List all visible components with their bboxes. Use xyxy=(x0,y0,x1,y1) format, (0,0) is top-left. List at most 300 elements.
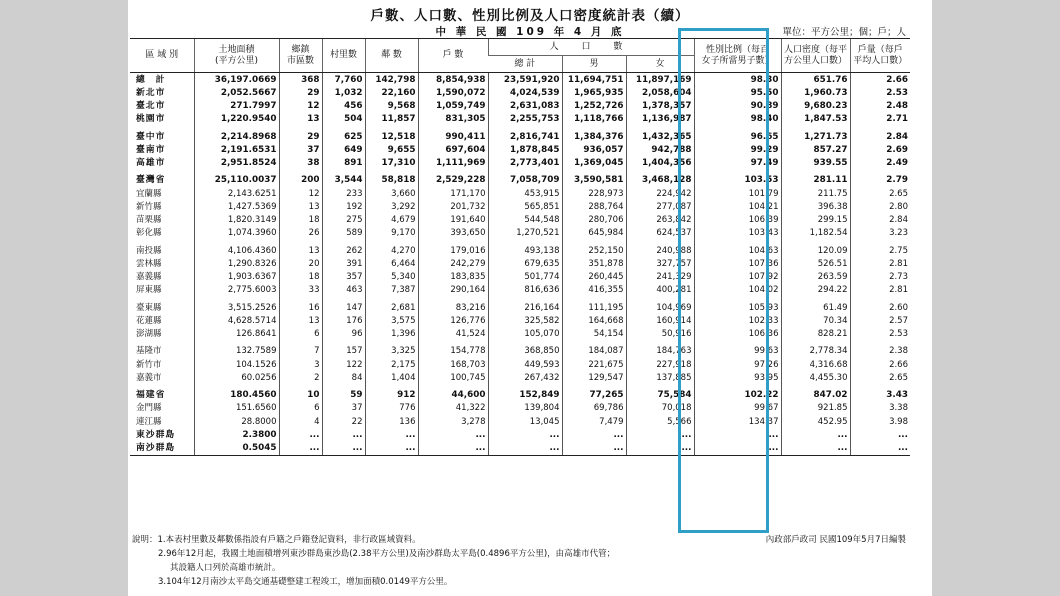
cell-land-area: 132.7589 xyxy=(194,341,279,358)
cell-area: 總 計 xyxy=(136,74,166,85)
cell-villages: ... xyxy=(322,428,365,441)
cell-households: 242,279 xyxy=(418,257,488,270)
cell-land-area: 2,214.8968 xyxy=(194,126,279,143)
table-row xyxy=(130,297,910,314)
cell-households: 290,164 xyxy=(418,284,488,297)
cell-household-size: 2.84 xyxy=(850,214,910,227)
cell-density: 1,271.73 xyxy=(781,126,850,143)
table-row xyxy=(130,143,910,156)
cell-pop-female: 104,969 xyxy=(626,297,694,314)
cell-pop-male: 69,786 xyxy=(562,402,626,415)
cell-households: 41,524 xyxy=(418,328,488,341)
header-population-female: 女 xyxy=(626,56,694,73)
cell-sex-ratio: 90.89 xyxy=(694,100,781,113)
cell-pop-male: 260,445 xyxy=(562,271,626,284)
cell-pop-male: 228,973 xyxy=(562,187,626,200)
cell-households: 83,216 xyxy=(418,297,488,314)
cell-townships: ... xyxy=(279,442,322,456)
cell-pop-female: 184,763 xyxy=(626,341,694,358)
cell-villages: 122 xyxy=(322,358,365,371)
cell-pop-female: 227,918 xyxy=(626,358,694,371)
cell-pop-female: 624,537 xyxy=(626,227,694,240)
table-row xyxy=(130,442,910,456)
cell-land-area: 1,220.9540 xyxy=(194,113,279,126)
cell-area: 南投縣 xyxy=(136,245,162,256)
left-margin-background xyxy=(0,0,128,596)
cell-pop-male: 1,252,726 xyxy=(562,100,626,113)
cell-villages: 22 xyxy=(322,415,365,428)
cell-density: 828.21 xyxy=(781,328,850,341)
unit-note: 單位：平方公里；個；戶；人 xyxy=(782,27,906,38)
cell-density: 396.38 xyxy=(781,200,850,213)
cell-area: 花蓮縣 xyxy=(136,315,162,326)
cell-density: 120.09 xyxy=(781,240,850,257)
cell-pop-male: 351,878 xyxy=(562,257,626,270)
cell-density: 4,316.68 xyxy=(781,358,850,371)
note-line: 3.104年12月南沙太平島交通基礎整建工程竣工，增加面積0.0149平方公里。 xyxy=(158,577,453,587)
cell-land-area: 0.5045 xyxy=(194,442,279,456)
header-area: 區 域 別 xyxy=(130,39,194,73)
cell-pop-male: 221,675 xyxy=(562,358,626,371)
cell-pop-total: 2,631,083 xyxy=(488,100,562,113)
cell-sex-ratio: 104.02 xyxy=(694,284,781,297)
cell-pop-total: 216,164 xyxy=(488,297,562,314)
cell-density: 2,778.34 xyxy=(781,341,850,358)
cell-neighborhoods: 912 xyxy=(365,385,418,402)
cell-land-area: 1,903.6367 xyxy=(194,271,279,284)
table-row xyxy=(130,227,910,240)
table-row xyxy=(130,314,910,327)
header-households: 戶 數 xyxy=(418,39,488,73)
cell-villages: 7,760 xyxy=(322,73,365,87)
cell-area: 苗栗縣 xyxy=(136,215,162,226)
cell-townships: 16 xyxy=(279,297,322,314)
cell-area: 嘉義市 xyxy=(136,372,162,383)
cell-household-size: 2.66 xyxy=(850,73,910,87)
cell-pop-total: 816,636 xyxy=(488,284,562,297)
cell-neighborhoods: 11,857 xyxy=(365,113,418,126)
cell-households: 990,411 xyxy=(418,126,488,143)
table-row xyxy=(130,257,910,270)
cell-townships: 10 xyxy=(279,385,322,402)
cell-villages: 192 xyxy=(322,200,365,213)
cell-pop-male: 416,355 xyxy=(562,284,626,297)
cell-pop-total: ... xyxy=(488,428,562,441)
cell-neighborhoods: 1,396 xyxy=(365,328,418,341)
cell-household-size: 2.65 xyxy=(850,187,910,200)
cell-sex-ratio: 97.26 xyxy=(694,358,781,371)
cell-pop-total: 105,070 xyxy=(488,328,562,341)
cell-pop-female: 327,757 xyxy=(626,257,694,270)
cell-neighborhoods: 2,175 xyxy=(365,358,418,371)
cell-townships: 13 xyxy=(279,240,322,257)
cell-pop-male: 129,547 xyxy=(562,371,626,384)
cell-neighborhoods: 4,270 xyxy=(365,240,418,257)
cell-density: 281.11 xyxy=(781,170,850,187)
cell-townships: 12 xyxy=(279,100,322,113)
table-row xyxy=(130,126,910,143)
cell-townships: 12 xyxy=(279,187,322,200)
cell-density: 651.76 xyxy=(781,73,850,87)
cell-villages: 357 xyxy=(322,271,365,284)
cell-land-area: 4,628.5714 xyxy=(194,314,279,327)
cell-household-size: 2.73 xyxy=(850,271,910,284)
cell-pop-male: 164,668 xyxy=(562,314,626,327)
cell-sex-ratio: 106.39 xyxy=(694,214,781,227)
cell-area: 連江縣 xyxy=(136,416,162,427)
cell-townships: 200 xyxy=(279,170,322,187)
cell-sex-ratio: 95.50 xyxy=(694,86,781,99)
cell-pop-female: 5,566 xyxy=(626,415,694,428)
table-row xyxy=(130,328,910,341)
cell-pop-male: 645,984 xyxy=(562,227,626,240)
cell-pop-female: 400,281 xyxy=(626,284,694,297)
header-density: 人口密度（每平 方公里人口數） xyxy=(781,39,850,73)
cell-area: 新北市 xyxy=(136,87,166,98)
cell-area: 新竹縣 xyxy=(136,201,162,212)
cell-townships: ... xyxy=(279,428,322,441)
cell-townships: 13 xyxy=(279,200,322,213)
statistics-document xyxy=(128,0,932,596)
cell-neighborhoods: 17,310 xyxy=(365,157,418,170)
cell-neighborhoods: ... xyxy=(365,428,418,441)
cell-density: 4,455.30 xyxy=(781,371,850,384)
cell-villages: 275 xyxy=(322,214,365,227)
cell-area: 福建省 xyxy=(136,390,166,401)
cell-pop-total: 368,850 xyxy=(488,341,562,358)
cell-area: 臺北市 xyxy=(136,101,166,112)
cell-pop-total: 23,591,920 xyxy=(488,73,562,87)
cell-land-area: 1,820.3149 xyxy=(194,214,279,227)
cell-neighborhoods: ... xyxy=(365,442,418,456)
cell-villages: 233 xyxy=(322,187,365,200)
cell-household-size: 2.57 xyxy=(850,314,910,327)
cell-pop-female: 160,914 xyxy=(626,314,694,327)
cell-pop-female: 224,942 xyxy=(626,187,694,200)
cell-sex-ratio: 134.37 xyxy=(694,415,781,428)
cell-density: 61.49 xyxy=(781,297,850,314)
cell-pop-female: 241,329 xyxy=(626,271,694,284)
cell-pop-total: 501,774 xyxy=(488,271,562,284)
cell-land-area: 271.7997 xyxy=(194,100,279,113)
cell-townships: 2 xyxy=(279,371,322,384)
cell-pop-male: ... xyxy=(562,428,626,441)
cell-households: 44,600 xyxy=(418,385,488,402)
cell-sex-ratio: 106.36 xyxy=(694,328,781,341)
cell-villages: 456 xyxy=(322,100,365,113)
cell-pop-male: 11,694,751 xyxy=(562,73,626,87)
cell-pop-female: 137,885 xyxy=(626,371,694,384)
cell-households: 1,059,749 xyxy=(418,100,488,113)
table-row xyxy=(130,385,910,402)
cell-villages: 649 xyxy=(322,143,365,156)
cell-density: 9,680.23 xyxy=(781,100,850,113)
cell-pop-male: 77,265 xyxy=(562,385,626,402)
table-row xyxy=(130,341,910,358)
cell-households: 8,854,938 xyxy=(418,73,488,87)
cell-neighborhoods: 776 xyxy=(365,402,418,415)
cell-neighborhoods: 4,679 xyxy=(365,214,418,227)
cell-pop-total: 2,255,753 xyxy=(488,113,562,126)
cell-sex-ratio: 103.43 xyxy=(694,227,781,240)
cell-density: 452.95 xyxy=(781,415,850,428)
cell-villages: 262 xyxy=(322,240,365,257)
cell-neighborhoods: 9,655 xyxy=(365,143,418,156)
cell-sex-ratio: 104.63 xyxy=(694,240,781,257)
cell-pop-female: 1,378,357 xyxy=(626,100,694,113)
cell-household-size: 2.69 xyxy=(850,143,910,156)
cell-density: 1,182.54 xyxy=(781,227,850,240)
cell-neighborhoods: 9,170 xyxy=(365,227,418,240)
note-line: 其設籍人口列於高雄市統計。 xyxy=(170,563,281,573)
table-row xyxy=(130,157,910,170)
cell-sex-ratio: 97.49 xyxy=(694,157,781,170)
cell-land-area: 4,106.4360 xyxy=(194,240,279,257)
note-line: 2.96年12月起，我國土地面積增列東沙群島東沙島(2.38平方公里)及南沙群島太平島(0.4896平方公里)，由高雄市代管； xyxy=(158,549,616,559)
table-row xyxy=(130,415,910,428)
cell-villages: 84 xyxy=(322,371,365,384)
cell-townships: 13 xyxy=(279,113,322,126)
cell-density: 70.34 xyxy=(781,314,850,327)
cell-villages: 589 xyxy=(322,227,365,240)
cell-household-size: 2.38 xyxy=(850,341,910,358)
table-row xyxy=(130,100,910,113)
cell-villages: ... xyxy=(322,442,365,456)
cell-households: 1,111,969 xyxy=(418,157,488,170)
cell-household-size: 2.80 xyxy=(850,200,910,213)
cell-area: 雲林縣 xyxy=(136,258,162,269)
cell-sex-ratio: 104.21 xyxy=(694,200,781,213)
cell-pop-total: 7,058,709 xyxy=(488,170,562,187)
header-land-area: 土地面積 (平方公里) xyxy=(194,39,279,73)
cell-pop-total: 267,432 xyxy=(488,371,562,384)
cell-household-size: 2.53 xyxy=(850,86,910,99)
cell-townships: 7 xyxy=(279,341,322,358)
cell-area: 高雄市 xyxy=(136,158,166,169)
cell-households: 201,732 xyxy=(418,200,488,213)
cell-townships: 6 xyxy=(279,402,322,415)
cell-area: 基隆市 xyxy=(136,346,162,357)
cell-pop-male: 280,706 xyxy=(562,214,626,227)
cell-villages: 147 xyxy=(322,297,365,314)
cell-area: 臺中市 xyxy=(136,131,166,142)
cell-area: 澎湖縣 xyxy=(136,329,162,340)
cell-households: 831,305 xyxy=(418,113,488,126)
cell-land-area: 151.6560 xyxy=(194,402,279,415)
cell-pop-male: 936,057 xyxy=(562,143,626,156)
cell-land-area: 2.3800 xyxy=(194,428,279,441)
cell-townships: 13 xyxy=(279,314,322,327)
cell-households: 171,170 xyxy=(418,187,488,200)
right-margin-background xyxy=(932,0,1060,596)
cell-sex-ratio: 102.22 xyxy=(694,385,781,402)
cell-sex-ratio: 98.40 xyxy=(694,113,781,126)
cell-sex-ratio: ... xyxy=(694,442,781,456)
cell-area: 彰化縣 xyxy=(136,228,162,239)
cell-townships: 33 xyxy=(279,284,322,297)
table-row xyxy=(130,200,910,213)
cell-neighborhoods: 142,798 xyxy=(365,73,418,87)
cell-neighborhoods: 5,340 xyxy=(365,271,418,284)
cell-household-size: 2.79 xyxy=(850,170,910,187)
cell-pop-female: 50,916 xyxy=(626,328,694,341)
cell-villages: 391 xyxy=(322,257,365,270)
cell-townships: 4 xyxy=(279,415,322,428)
cell-villages: 3,544 xyxy=(322,170,365,187)
cell-households: 2,529,228 xyxy=(418,170,488,187)
cell-household-size: 2.48 xyxy=(850,100,910,113)
cell-household-size: 2.71 xyxy=(850,113,910,126)
cell-area: 臺南市 xyxy=(136,144,166,155)
cell-pop-female: 1,432,365 xyxy=(626,126,694,143)
cell-pop-female: 75,584 xyxy=(626,385,694,402)
cell-townships: 26 xyxy=(279,227,322,240)
cell-pop-total: 544,548 xyxy=(488,214,562,227)
cell-pop-total: 13,045 xyxy=(488,415,562,428)
cell-neighborhoods: 12,518 xyxy=(365,126,418,143)
cell-pop-female: 1,136,987 xyxy=(626,113,694,126)
table-row xyxy=(130,170,910,187)
cell-neighborhoods: 1,404 xyxy=(365,371,418,384)
cell-townships: 368 xyxy=(279,73,322,87)
cell-density: 263.59 xyxy=(781,271,850,284)
cell-households: 191,640 xyxy=(418,214,488,227)
cell-villages: 59 xyxy=(322,385,365,402)
cell-villages: 176 xyxy=(322,314,365,327)
table-row xyxy=(130,113,910,126)
cell-households: 179,016 xyxy=(418,240,488,257)
cell-villages: 463 xyxy=(322,284,365,297)
cell-pop-total: 493,138 xyxy=(488,240,562,257)
cell-sex-ratio: 96.65 xyxy=(694,126,781,143)
statistics-table xyxy=(130,38,910,456)
header-villages: 村里數 xyxy=(322,39,365,73)
cell-area: 屏東縣 xyxy=(136,285,162,296)
cell-pop-male: 184,087 xyxy=(562,341,626,358)
cell-density: 921.85 xyxy=(781,402,850,415)
cell-household-size: 2.65 xyxy=(850,371,910,384)
cell-density: 299.15 xyxy=(781,214,850,227)
cell-density: 294.22 xyxy=(781,284,850,297)
header-sex-ratio: 性別比例（每百 女子所當男子數） xyxy=(694,39,781,73)
cell-area: 桃園市 xyxy=(136,114,166,125)
cell-sex-ratio: 105.93 xyxy=(694,297,781,314)
cell-density: 211.75 xyxy=(781,187,850,200)
cell-pop-male: 1,384,376 xyxy=(562,126,626,143)
cell-land-area: 104.1526 xyxy=(194,358,279,371)
cell-neighborhoods: 136 xyxy=(365,415,418,428)
cell-villages: 891 xyxy=(322,157,365,170)
cell-area: 東沙群島 xyxy=(136,429,176,440)
cell-land-area: 36,197.0669 xyxy=(194,73,279,87)
cell-density: ... xyxy=(781,428,850,441)
cell-density: 939.55 xyxy=(781,157,850,170)
cell-land-area: 3,515.2526 xyxy=(194,297,279,314)
header-population-male: 男 xyxy=(562,56,626,73)
cell-townships: 20 xyxy=(279,257,322,270)
cell-sex-ratio: 93.95 xyxy=(694,371,781,384)
cell-land-area: 28.8000 xyxy=(194,415,279,428)
cell-townships: 18 xyxy=(279,271,322,284)
cell-pop-female: 240,988 xyxy=(626,240,694,257)
cell-households: 3,278 xyxy=(418,415,488,428)
cell-neighborhoods: 6,464 xyxy=(365,257,418,270)
cell-households: ... xyxy=(418,442,488,456)
cell-pop-female: 1,404,356 xyxy=(626,157,694,170)
cell-pop-female: 70,018 xyxy=(626,402,694,415)
cell-sex-ratio: 102.33 xyxy=(694,314,781,327)
table-row xyxy=(130,371,910,384)
cell-area: 金門縣 xyxy=(136,403,162,414)
cell-household-size: 2.60 xyxy=(850,297,910,314)
cell-pop-male: 288,764 xyxy=(562,200,626,213)
table-row xyxy=(130,73,910,87)
cell-pop-male: 252,150 xyxy=(562,240,626,257)
cell-household-size: ... xyxy=(850,442,910,456)
cell-households: 697,604 xyxy=(418,143,488,156)
cell-townships: 29 xyxy=(279,86,322,99)
cell-pop-male: 54,154 xyxy=(562,328,626,341)
cell-neighborhoods: 3,575 xyxy=(365,314,418,327)
cell-pop-total: 152,849 xyxy=(488,385,562,402)
cell-sex-ratio: 99.63 xyxy=(694,341,781,358)
cell-neighborhoods: 3,325 xyxy=(365,341,418,358)
cell-household-size: 3.23 xyxy=(850,227,910,240)
cell-land-area: 2,143.6251 xyxy=(194,187,279,200)
cell-household-size: 3.98 xyxy=(850,415,910,428)
cell-land-area: 126.8641 xyxy=(194,328,279,341)
cell-household-size: 3.38 xyxy=(850,402,910,415)
cell-pop-male: 7,479 xyxy=(562,415,626,428)
table-body xyxy=(130,73,910,456)
header-population-total: 總 計 xyxy=(488,56,562,73)
cell-villages: 1,032 xyxy=(322,86,365,99)
cell-pop-total: 1,878,845 xyxy=(488,143,562,156)
cell-density: 1,960.73 xyxy=(781,86,850,99)
cell-villages: 96 xyxy=(322,328,365,341)
cell-density: 857.27 xyxy=(781,143,850,156)
cell-land-area: 2,052.5667 xyxy=(194,86,279,99)
cell-density: 847.02 xyxy=(781,385,850,402)
cell-pop-total: 325,582 xyxy=(488,314,562,327)
cell-land-area: 1,427.5369 xyxy=(194,200,279,213)
cell-sex-ratio: 101.79 xyxy=(694,187,781,200)
cell-pop-male: 1,369,045 xyxy=(562,157,626,170)
cell-land-area: 1,074.3960 xyxy=(194,227,279,240)
cell-pop-female: 942,788 xyxy=(626,143,694,156)
cell-pop-total: 565,851 xyxy=(488,200,562,213)
cell-pop-male: 1,965,935 xyxy=(562,86,626,99)
cell-villages: 157 xyxy=(322,341,365,358)
cell-townships: 18 xyxy=(279,214,322,227)
header-neighborhoods: 鄰 數 xyxy=(365,39,418,73)
cell-neighborhoods: 3,292 xyxy=(365,200,418,213)
cell-villages: 37 xyxy=(322,402,365,415)
cell-density: ... xyxy=(781,442,850,456)
cell-household-size: 2.49 xyxy=(850,157,910,170)
cell-land-area: 2,775.6003 xyxy=(194,284,279,297)
cell-pop-total: 2,816,741 xyxy=(488,126,562,143)
cell-townships: 3 xyxy=(279,358,322,371)
cell-land-area: 60.0256 xyxy=(194,371,279,384)
cell-townships: 37 xyxy=(279,143,322,156)
cell-pop-female: 11,897,169 xyxy=(626,73,694,87)
cell-land-area: 2,191.6531 xyxy=(194,143,279,156)
cell-household-size: 3.43 xyxy=(850,385,910,402)
cell-household-size: 2.53 xyxy=(850,328,910,341)
cell-land-area: 2,951.8524 xyxy=(194,157,279,170)
cell-household-size: 2.75 xyxy=(850,240,910,257)
